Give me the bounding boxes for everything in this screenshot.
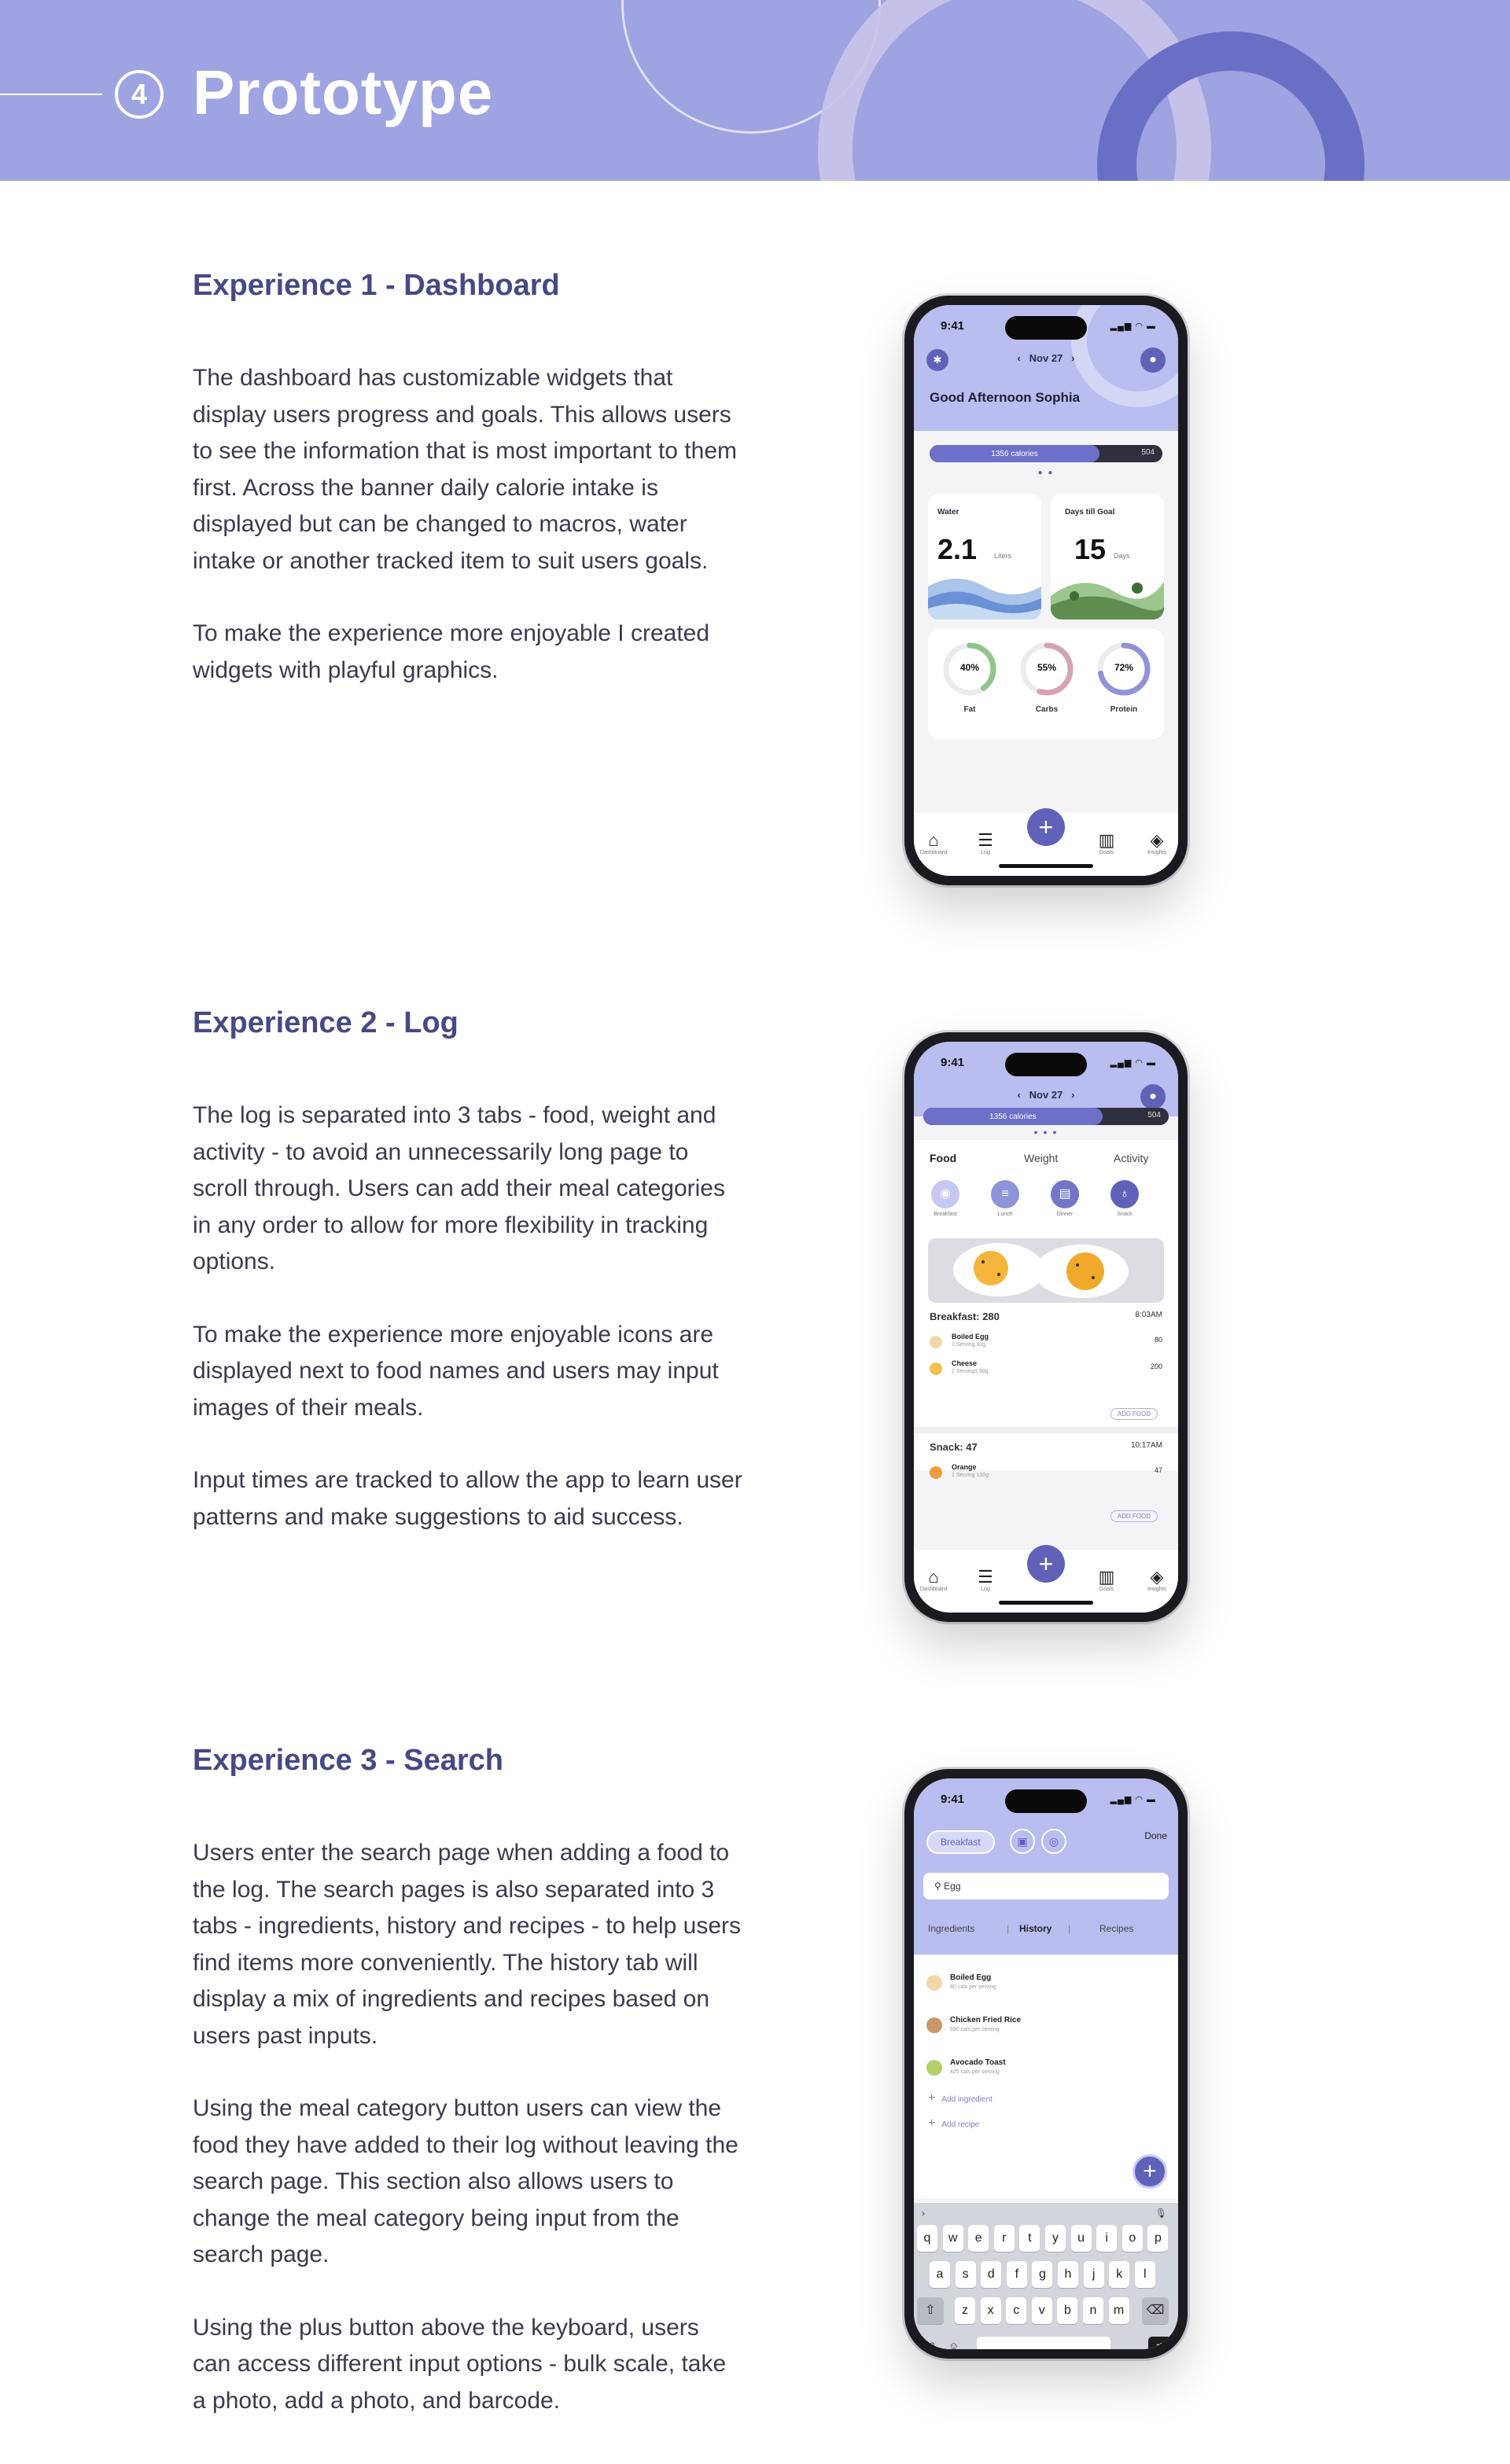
add-ingredient-link[interactable]	[928, 2091, 993, 2105]
chevron-right-icon[interactable]: ›	[1071, 1089, 1075, 1101]
bar-chart-icon: ▥	[1098, 1567, 1115, 1587]
phone-dashboard	[904, 296, 1188, 885]
key-k[interactable]: k	[1109, 2261, 1129, 2288]
shift-key[interactable]: ⇧	[917, 2297, 944, 2324]
date-label: Nov 27	[1029, 352, 1063, 364]
nav-goals[interactable]	[1087, 1568, 1126, 1592]
macro-label: Carbs	[1035, 705, 1059, 714]
goal-unit: Days	[1114, 552, 1130, 560]
pager-dots: ● ● ●	[1033, 1128, 1059, 1136]
graduation-cap-icon: ◈	[1150, 830, 1164, 850]
nav-insights[interactable]	[1137, 1568, 1177, 1592]
key-f[interactable]: f	[1007, 2261, 1027, 2288]
food-icon	[930, 1336, 942, 1348]
paragraph: To make the experience more enjoyable icons are displayed next to food names and users may input images of their meals.	[193, 1321, 719, 1421]
key-o[interactable]: o	[1122, 2225, 1143, 2252]
add-button[interactable]: +	[1027, 1545, 1065, 1583]
result-name: Boiled Egg	[950, 1973, 992, 1982]
section-title-dashboard: Experience 1 - Dashboard	[193, 269, 560, 302]
tab-history[interactable]: History	[1019, 1923, 1052, 1934]
date-selector[interactable]	[914, 1089, 1178, 1101]
keyboard-toolbar	[922, 2208, 1170, 2219]
search-input[interactable]	[923, 1873, 1169, 1899]
list-icon: ☰	[978, 830, 993, 850]
key-b[interactable]: b	[1057, 2297, 1077, 2324]
pager-dots: ● ●	[1037, 469, 1055, 477]
food-name: Orange	[952, 1463, 977, 1471]
key-p[interactable]: p	[1147, 2225, 1168, 2252]
calorie-bar[interactable]	[930, 445, 1162, 462]
snack-title: Snack: 47	[930, 1441, 978, 1453]
status-time: 9:41	[941, 319, 965, 333]
calorie-progress: 1356 calories	[923, 1108, 1103, 1125]
tab-weight[interactable]: Weight	[1024, 1152, 1059, 1164]
key-n[interactable]: n	[1083, 2297, 1103, 2324]
tab-food[interactable]: Food	[930, 1152, 957, 1164]
delete-key[interactable]: ⌫	[1142, 2297, 1169, 2324]
key-i[interactable]: i	[1096, 2225, 1117, 2252]
nav-label: Log	[981, 1587, 990, 1592]
profile-icon[interactable]: ●	[1140, 348, 1166, 373]
dynamic-island	[1005, 1789, 1087, 1813]
screen	[914, 1778, 1178, 2349]
meal-label: Breakfast	[934, 1212, 957, 1217]
food-icon	[930, 1363, 942, 1375]
bottom-nav	[914, 1550, 1178, 1613]
calorie-bar[interactable]	[923, 1108, 1169, 1125]
home-icon: ⌂	[928, 1567, 939, 1587]
section-text-dashboard	[193, 360, 743, 689]
home-icon: ⌂	[928, 830, 939, 850]
date-selector[interactable]	[914, 352, 1178, 364]
search-result[interactable]	[926, 2055, 1166, 2090]
key-r[interactable]: r	[994, 2225, 1015, 2252]
status-icons: ▂▄▆ ◠ ▬	[1110, 1058, 1156, 1068]
key-g[interactable]: g	[1032, 2261, 1052, 2288]
key-x[interactable]: x	[981, 2297, 1001, 2324]
key-c[interactable]: c	[1006, 2297, 1026, 2324]
status-time: 9:41	[941, 1793, 965, 1806]
profile-icon[interactable]: ●	[1140, 1084, 1166, 1109]
bar-chart-icon: ▥	[1098, 830, 1115, 850]
emoji-icon[interactable]: ☺	[948, 2340, 959, 2349]
header-line	[0, 94, 102, 95]
mic-icon[interactable]: 🎙	[1155, 2208, 1167, 2219]
key-y[interactable]: y	[1045, 2225, 1066, 2252]
macros-widget[interactable]	[928, 629, 1164, 739]
add-food-button[interactable]: ADD FOOD	[1110, 1408, 1158, 1420]
section-title-search: Experience 3 - Search	[193, 1744, 503, 1777]
goal-label: Days till Goal	[1065, 508, 1115, 517]
food-name: Cheese	[952, 1359, 978, 1367]
key-123[interactable]: 123	[920, 2341, 935, 2349]
search-query: Egg	[944, 1881, 961, 1892]
meal-category-snack[interactable]	[1109, 1180, 1140, 1217]
section-number: 4	[115, 70, 164, 119]
calorie-remaining: 504	[1147, 1111, 1161, 1120]
key-w[interactable]: w	[943, 2225, 963, 2252]
plus-icon: +	[928, 2116, 936, 2130]
macro-pct: 72%	[1114, 662, 1134, 673]
calorie-progress: 1356 calories	[930, 445, 1099, 462]
goal-value: 15	[1074, 533, 1107, 565]
status-icons: ▂▄▆ ◠ ▬	[1110, 1795, 1156, 1804]
space-bar[interactable]	[977, 2337, 1110, 2349]
section-text-search	[193, 1835, 743, 2419]
breakfast-title: Breakfast: 280	[930, 1311, 1000, 1322]
status-time: 9:41	[941, 1056, 965, 1069]
done-button[interactable]: Done	[1144, 1830, 1167, 1841]
tab-divider: |	[1007, 1923, 1010, 1934]
key-z[interactable]: z	[955, 2297, 975, 2324]
dynamic-island	[1005, 1053, 1087, 1076]
meal-category-lunch[interactable]	[989, 1180, 1021, 1217]
plus-icon: +	[928, 2091, 936, 2105]
key-h[interactable]: h	[1058, 2261, 1078, 2288]
food-icon	[930, 1466, 942, 1479]
date-label: Nov 27	[1029, 1089, 1063, 1101]
add-ingredient-label: Add ingredient	[941, 2095, 993, 2104]
paragraph: Users enter the search page when adding a food to the log. The search pages is also separated into 3 tabs - ingredients, history and recipes - to help users find items more conveniently. The history tab will display a mix of ingredients and recipes based on users past inputs.	[193, 1840, 742, 2049]
chevron-right-icon[interactable]: ›	[1071, 352, 1075, 364]
nav-label: Insights	[1147, 850, 1167, 855]
meal-category-breakfast[interactable]	[930, 1180, 961, 1217]
nav-dashboard[interactable]	[914, 831, 953, 855]
key-u[interactable]: u	[1071, 2225, 1092, 2252]
chevron-right-icon[interactable]: ›	[922, 2208, 925, 2219]
return-key[interactable]: ⇥	[1148, 2337, 1172, 2349]
add-food-button[interactable]: ADD FOOD	[1110, 1510, 1158, 1522]
hills-icon	[1051, 565, 1164, 620]
meal-snack-icon: ♁	[1110, 1180, 1139, 1208]
nav-dashboard[interactable]	[914, 1568, 953, 1592]
water-value: 2.1	[937, 533, 978, 565]
nav-label: Log	[981, 850, 990, 855]
recipe-button[interactable]: ◎	[1041, 1829, 1066, 1854]
food-item[interactable]	[930, 1463, 1162, 1487]
add-button[interactable]: +	[1027, 808, 1065, 846]
meal-label: Snack	[1117, 1212, 1132, 1217]
key-t[interactable]: t	[1019, 2225, 1040, 2252]
breakfast-header	[930, 1311, 1162, 1322]
meal-category-button[interactable]: Breakfast	[926, 1830, 995, 1854]
food-calories: 47	[1154, 1466, 1162, 1474]
result-name: Avocado Toast	[950, 2058, 1006, 2067]
nav-label: Dashboard	[919, 850, 948, 855]
meal-category-dinner[interactable]	[1049, 1180, 1081, 1217]
phone-log	[904, 1032, 1188, 1622]
tab-ingredients[interactable]: Ingredients	[928, 1923, 975, 1934]
result-food-icon	[926, 2060, 942, 2076]
key-m[interactable]: m	[1109, 2297, 1129, 2324]
egg-photo-icon	[928, 1238, 1164, 1303]
search-result[interactable]	[926, 1970, 1166, 2005]
paragraph: Using the plus button above the keyboard, users can access different input options - bulk scale, take a photo, add a photo, and barcode.	[193, 2314, 727, 2414]
water-label: Water	[937, 508, 959, 517]
list-icon: ☰	[978, 1567, 993, 1587]
meal-dinner-icon: ▤	[1051, 1180, 1079, 1208]
dynamic-island	[1005, 316, 1087, 340]
calorie-remaining: 504	[1141, 448, 1155, 457]
search-icon: ⚲	[934, 1881, 941, 1892]
food-calories: 80	[1154, 1336, 1162, 1344]
meal-image-button[interactable]: ▣	[1010, 1829, 1035, 1854]
tab-activity[interactable]: Activity	[1114, 1152, 1149, 1164]
nav-label: Dashboard	[919, 1587, 948, 1592]
macro-label: Protein	[1110, 705, 1138, 714]
home-indicator	[999, 1601, 1093, 1605]
tab-recipes[interactable]: Recipes	[1099, 1923, 1134, 1934]
section-text-log	[193, 1098, 743, 1535]
food-item[interactable]	[930, 1333, 1162, 1356]
key-d[interactable]: d	[981, 2261, 1001, 2288]
meal-label: Dinner	[1056, 1212, 1074, 1217]
key-j[interactable]: j	[1084, 2261, 1104, 2288]
divider	[914, 1427, 1178, 1433]
meal-breakfast-icon: ◉	[931, 1180, 959, 1208]
key-s[interactable]: s	[956, 2261, 976, 2288]
key-a[interactable]: a	[930, 2261, 950, 2288]
water-widget[interactable]	[928, 494, 1041, 620]
food-serving: 1 Serving 50g	[952, 1342, 986, 1348]
nav-label: Goals	[1099, 1587, 1114, 1592]
water-unit: Liters	[994, 552, 1012, 560]
home-indicator	[999, 864, 1093, 868]
input-options-button[interactable]: +	[1132, 2154, 1167, 2189]
add-recipe-link[interactable]	[928, 2116, 979, 2131]
add-recipe-label: Add recipe	[941, 2120, 980, 2129]
paragraph: The log is separated into 3 tabs - food, weight and activity - to avoid an unnecessarily long page to scroll through. Users can add their meal categories in any order to allow for more flexibility in tracking options.	[193, 1102, 725, 1274]
food-serving: 1 Serving 100g	[952, 1473, 989, 1478]
paragraph: The dashboard has customizable widgets that display users progress and goals. This allows users to see the information that is most important to them first. Across the banner daily calorie intake is displayed but can be changed to macros, water intake or another tracked item to suit users goals.	[193, 365, 737, 574]
phone-search	[904, 1769, 1188, 2359]
macro-label: Fat	[963, 705, 976, 714]
nav-goals[interactable]	[1087, 831, 1126, 855]
nav-insights[interactable]	[1137, 831, 1177, 855]
header-banner	[0, 0, 1510, 181]
bluetooth-icon[interactable]: ✱	[926, 349, 948, 371]
page-title: Prototype	[193, 57, 494, 127]
screen	[914, 305, 1178, 876]
macro-pct: 55%	[1037, 662, 1057, 673]
nav-label: Goals	[1099, 850, 1114, 855]
water-wave-icon	[928, 563, 1041, 620]
macro-ring-1	[1018, 640, 1076, 714]
meal-label: Lunch	[997, 1212, 1013, 1217]
macro-ring-2	[1095, 640, 1153, 714]
food-item[interactable]	[930, 1359, 1162, 1383]
result-food-icon	[926, 1975, 942, 1991]
paragraph: To make the experience more enjoyable I created widgets with playful graphics.	[193, 620, 710, 683]
screen	[914, 1042, 1178, 1613]
key-q[interactable]: q	[917, 2225, 937, 2252]
macro-ring-0	[941, 640, 999, 714]
paragraph: Using the meal category button users can view the food they have added to their log without leaving the search page. This section also allows users to change the meal category being input from the search page.	[193, 2095, 738, 2267]
snack-time: 10:17AM	[1130, 1441, 1162, 1450]
chevron-left-icon[interactable]: ‹	[1017, 1089, 1021, 1101]
status-icons: ▂▄▆ ◠ ▬	[1110, 322, 1156, 331]
meal-lunch-icon: ≡	[991, 1180, 1019, 1208]
nav-label: Insights	[1147, 1587, 1167, 1592]
keyboard	[914, 2203, 1178, 2349]
chevron-left-icon[interactable]: ‹	[1017, 352, 1021, 364]
nav-log[interactable]	[966, 1568, 1005, 1592]
search-result[interactable]	[926, 2013, 1166, 2047]
result-food-icon	[926, 2017, 942, 2033]
tab-divider: |	[1068, 1923, 1071, 1934]
food-calories: 200	[1150, 1363, 1162, 1370]
food-serving: 2 Servings 50g	[952, 1369, 989, 1374]
key-l[interactable]: l	[1135, 2261, 1155, 2288]
snack-header	[930, 1441, 1162, 1453]
food-name: Boiled Egg	[952, 1333, 989, 1340]
key-v[interactable]: v	[1032, 2297, 1052, 2324]
greeting: Good Afternoon Sophia	[930, 390, 1081, 405]
nav-log[interactable]	[966, 831, 1005, 855]
goal-widget[interactable]	[1051, 494, 1164, 620]
meal-photo	[928, 1238, 1164, 1303]
paragraph: Input times are tracked to allow the app to learn user patterns and make suggestions to aid success.	[193, 1467, 742, 1530]
key-e[interactable]: e	[968, 2225, 989, 2252]
section-title-log: Experience 2 - Log	[193, 1006, 459, 1039]
graduation-cap-icon: ◈	[1150, 1567, 1164, 1587]
result-name: Chicken Fried Rice	[950, 2016, 1022, 2025]
result-subtitle: 80 cals per serving	[950, 1984, 996, 1990]
breakfast-time: 8:03AM	[1135, 1311, 1162, 1319]
result-subtitle: 425 cals per serving	[950, 2069, 1000, 2075]
macro-pct: 40%	[959, 662, 980, 673]
result-subtitle: 690 cals per serving	[950, 2027, 1000, 2032]
bottom-nav	[914, 813, 1178, 876]
